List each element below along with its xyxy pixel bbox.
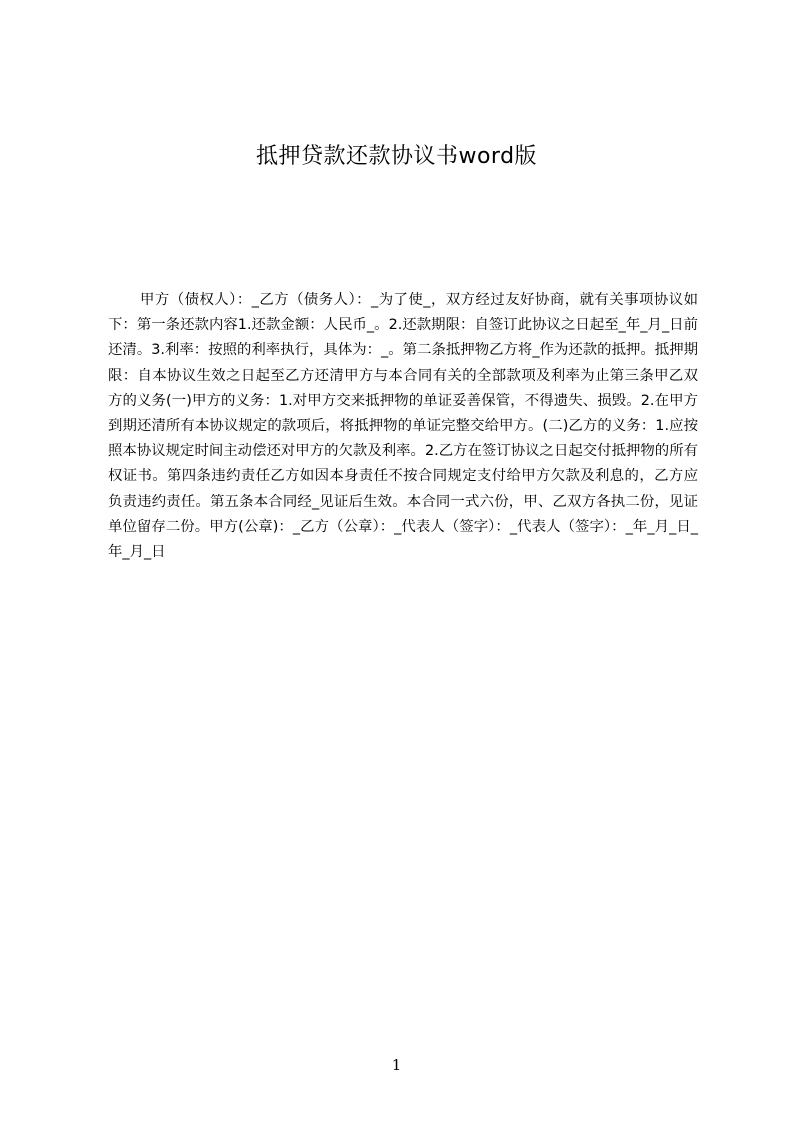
page-number: 1	[391, 1056, 402, 1074]
document-body-paragraph: 甲方（债权人）：_乙方（债务人）：_为了使_，双方经过友好协商，就有关事项协议如下：第一条还款内容1.还款金额：人民币_。2.还款期限：自签订此协议之日起至_年_月_日前还清。3.利率：按照的利率执行，具体为：_。第二条抵押物乙方将_作为还款的抵押。抵押期限：自本协议生效之日起至乙方还清甲方与本合同有关的全部款项及利率为止第三条甲乙双方的义务(一)甲方的义务：1.对甲方交来抵押物的单证妥善保管，不得遗失、损毁。2.在甲方到期还清所有本协议规定的款项后，将抵押物的单证完整交给甲方。(二)乙方的义务：1.应按照本协议规定时间主动偿还对甲方的欠款及利率。2.乙方在签订协议之日起交付抵押物的所有权证书。第四条违约责任乙方如因本身责任不按合同规定支付给甲方欠款及利息的，乙方应负责违约责任。第五条本合同经_见证后生效。本合同一式六份，甲、乙双方各执二份，见证单位留存二份。甲方(公章)：_乙方（公章）：_代表人（签字）：_代表人（签字）：_年_月_日_年_月_日	[108, 292, 698, 561]
document-title: 抵押贷款还款协议书word版	[255, 144, 538, 169]
